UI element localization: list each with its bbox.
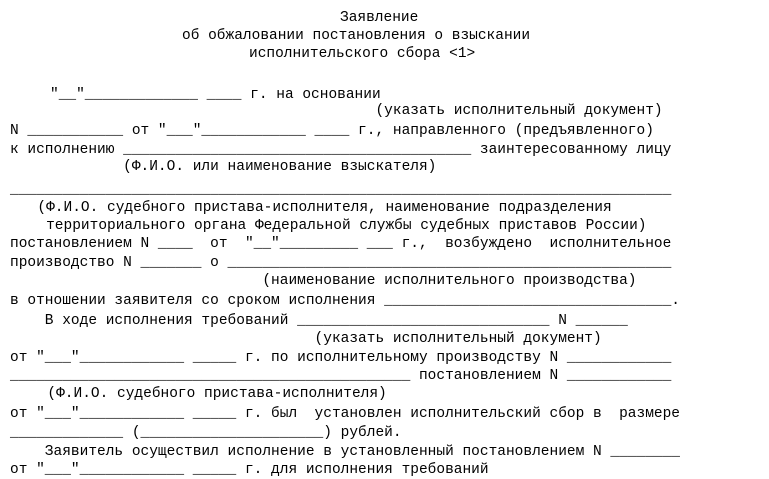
body-line: "__"_____________ ____ г. на основании — [50, 87, 381, 103]
body-line: (указать исполнительный документ) — [10, 331, 602, 347]
body-line: от "___"____________ _____ г. для исполнения требований — [10, 462, 489, 478]
body-line: _____________ (_____________________) рублей. — [10, 425, 402, 441]
body-line: ______________________________________________ постановлением N ____________ — [10, 368, 672, 384]
body-line: ____________________________________________________________________________ — [10, 182, 672, 198]
body-line: N ___________ от "___"____________ ____ г., направленного (предъявленного) — [10, 123, 654, 139]
body-line: в отношении заявителя со сроком исполнения _________________________________. — [10, 293, 681, 309]
body-line: постановлением N ____ от "__"_________ ___ г., возбуждено исполнительное — [10, 236, 672, 252]
body-line: (Ф.И.О. или наименование взыскателя) — [10, 159, 437, 175]
body-line: территориального органа Федеральной службы судебных приставов России) — [20, 218, 647, 234]
body-line: (Ф.И.О. судебного пристава-исполнителя) — [30, 386, 387, 402]
body-line: производство N _______ о ___________________________________________________ — [10, 255, 672, 271]
body-line: (наименование исполнительного производства) — [10, 273, 637, 289]
body-line: к исполнению ________________________________________ заинтересованному лицу — [10, 142, 672, 158]
body-line: Заявитель осуществил исполнение в установленный постановлением N ________ — [10, 444, 681, 460]
document-title: Заявление — [340, 10, 419, 26]
body-line: от "___"____________ _____ г. по исполнительному производству N ____________ — [10, 350, 672, 366]
body-line: (Ф.И.О. судебного пристава-исполнителя, наименование подразделения — [20, 200, 612, 216]
body-line: от "___"____________ _____ г. был установлен исполнительский сбор в размере — [10, 406, 681, 422]
body-line: (указать исполнительный документ) — [10, 103, 663, 119]
document-subtitle-2: исполнительского сбора <1> — [249, 46, 476, 62]
body-line: В ходе исполнения требований _____________________________ N ______ — [10, 313, 628, 329]
document-subtitle: об обжаловании постановления о взыскании — [182, 28, 531, 44]
